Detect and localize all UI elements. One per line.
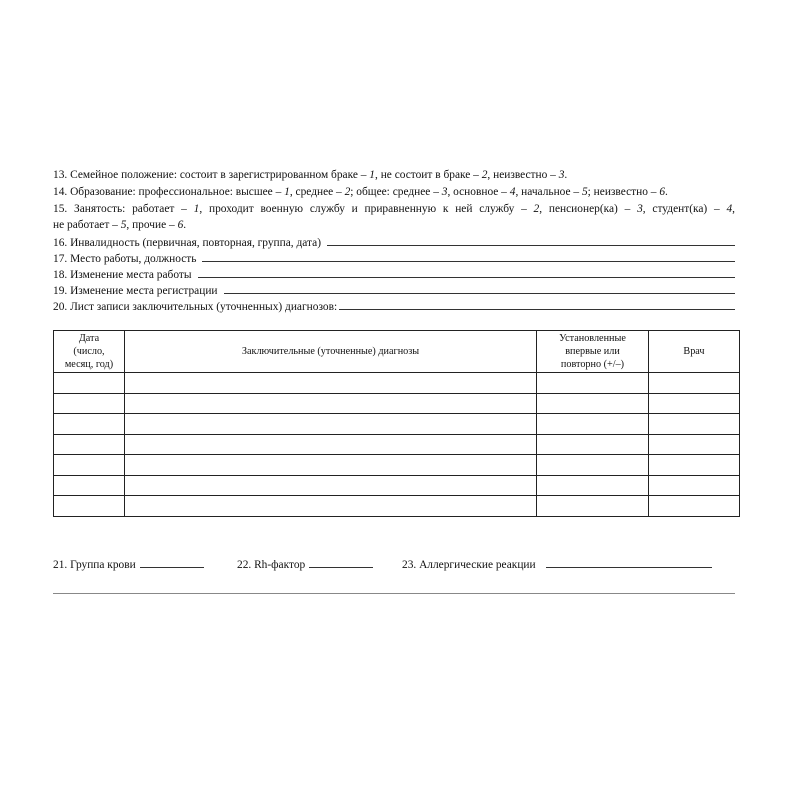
date-cell[interactable] [54, 475, 125, 496]
diagnosis-cell[interactable] [125, 393, 537, 414]
allergies-field[interactable] [546, 556, 712, 568]
established-cell[interactable] [537, 455, 649, 476]
established-cell[interactable] [537, 475, 649, 496]
diagnoses-table [53, 330, 740, 517]
item-20-label: 20. Лист записи заключительных (уточненных) диагнозов: [53, 301, 338, 313]
blood-group-field[interactable] [140, 556, 204, 568]
item-15-employment: 15. Занятость: работает – 1, проходит военную службу и приравненную к ней службу – 2, пенсионер(ка) – 3, студент(ка) – 4, [53, 203, 736, 215]
item-19-registration-change [53, 282, 735, 299]
established-cell[interactable] [537, 414, 649, 435]
doctor-cell[interactable] [649, 373, 740, 394]
table-row [54, 455, 740, 476]
allergies-continuation-line[interactable] [53, 593, 735, 594]
doctor-cell[interactable] [649, 496, 740, 517]
blood-group-label: 21. Группа крови [53, 559, 136, 571]
diagnoses-sheet-field[interactable] [339, 298, 735, 310]
doctor-cell[interactable] [649, 455, 740, 476]
table-header-row [54, 331, 740, 373]
established-cell[interactable] [537, 393, 649, 414]
doctor-cell[interactable] [649, 393, 740, 414]
date-cell[interactable] [54, 455, 125, 476]
item-17-label: 17. Место работы, должность [53, 253, 197, 265]
header-doctor: Врач [649, 331, 740, 373]
item-18-workplace-change [53, 266, 735, 283]
item-13-marital-status: 13. Семейное положение: состоит в зарегистрированном браке – 1, не состоит в браке – 2, неизвестно – 3. [53, 169, 568, 181]
diagnosis-cell[interactable] [125, 475, 537, 496]
item-15-employment-continued: не работает – 5, прочие – 6. [53, 219, 187, 231]
item-20-diagnoses-sheet [53, 298, 735, 315]
item-22-rh-factor [237, 556, 373, 573]
established-cell[interactable] [537, 373, 649, 394]
item-23-allergies [402, 556, 712, 573]
date-cell[interactable] [54, 414, 125, 435]
doctor-cell[interactable] [649, 475, 740, 496]
header-date: Дата (число, месяц, год) [54, 331, 125, 373]
doctor-cell[interactable] [649, 434, 740, 455]
date-cell[interactable] [54, 434, 125, 455]
bottom-fields [53, 556, 735, 572]
disability-field[interactable] [327, 234, 735, 246]
table-row [54, 496, 740, 517]
item-16-disability [53, 234, 735, 251]
diagnosis-cell[interactable] [125, 434, 537, 455]
item-16-label: 16. Инвалидность (первичная, повторная, группа, дата) [53, 237, 322, 249]
item-14-education: 14. Образование: профессиональное: высшее – 1, среднее – 2; общее: среднее – 3, основное – 4, начальное – 5; неизвестно – 6. [53, 186, 668, 198]
table-row [54, 434, 740, 455]
item-18-label: 18. Изменение места работы [53, 269, 192, 281]
rh-factor-label: 22. Rh-фактор [237, 559, 306, 571]
item-21-blood-group [53, 556, 204, 573]
doctor-cell[interactable] [649, 414, 740, 435]
header-established: Установленные впервые или повторно (+/–) [537, 331, 649, 373]
diagnosis-cell[interactable] [125, 373, 537, 394]
header-diagnoses: Заключительные (уточненные) диагнозы [125, 331, 537, 373]
date-cell[interactable] [54, 393, 125, 414]
table-row [54, 373, 740, 394]
diagnosis-cell[interactable] [125, 455, 537, 476]
item-19-label: 19. Изменение места регистрации [53, 285, 218, 297]
established-cell[interactable] [537, 496, 649, 517]
table-row [54, 393, 740, 414]
allergies-label: 23. Аллергические реакции [402, 559, 536, 571]
established-cell[interactable] [537, 434, 649, 455]
workplace-field[interactable] [202, 250, 735, 262]
table-row [54, 475, 740, 496]
date-cell[interactable] [54, 496, 125, 517]
registration-change-field[interactable] [224, 282, 735, 294]
diagnosis-cell[interactable] [125, 496, 537, 517]
item-17-workplace [53, 250, 735, 267]
date-cell[interactable] [54, 373, 125, 394]
diagnosis-cell[interactable] [125, 414, 537, 435]
rh-factor-field[interactable] [309, 556, 373, 568]
workplace-change-field[interactable] [198, 266, 735, 278]
table-row [54, 414, 740, 435]
